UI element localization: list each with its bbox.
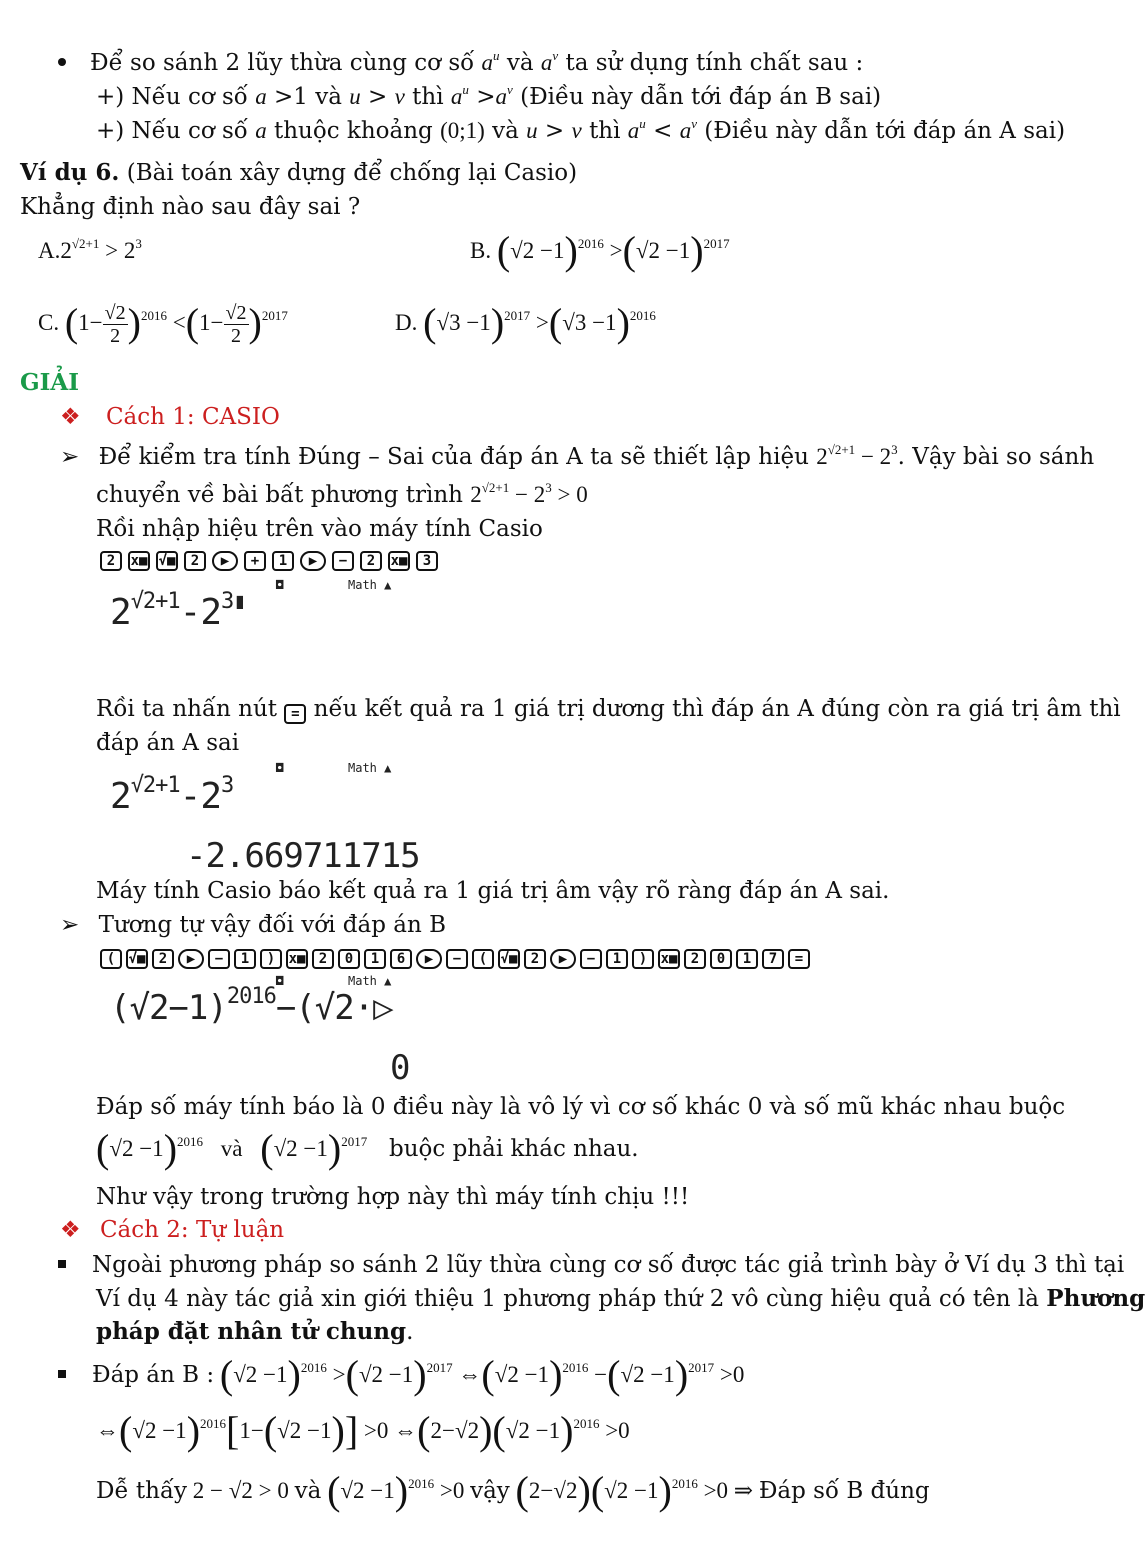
- calculator-key-icon: 2: [152, 949, 174, 969]
- option-b: B. $(√2 -1)^{2016} >(√2 -1)^{2017}$: [470, 228, 730, 273]
- calculator-key-icon: 6: [390, 949, 412, 969]
- calculator-key-icon: 2: [100, 551, 122, 571]
- lcd-expression-b: $(√2-1)^{2016}-(√2\cdot▷$: [110, 984, 393, 1028]
- square-bullet-icon: [58, 1260, 66, 1268]
- lcd-indicator-icon: ◘: [276, 578, 284, 592]
- paragraph-7-end: pháp đặt nhân tử chung.: [96, 1318, 414, 1345]
- arrow-bullet-icon: ➢: [60, 444, 80, 470]
- intro-line-3: +) Nếu cơ số a thuộc khoảng (0;1) và u > v thì $a^u < a^v$ (Điều này dẫn tới đáp án A sai): [96, 116, 1066, 144]
- lcd-mode-label: Math ▲: [348, 761, 392, 775]
- calculator-key-icon: 1: [606, 949, 628, 969]
- keys-sequence-a: [100, 551, 438, 571]
- solution-heading: GIẢI: [20, 369, 80, 396]
- calculator-key-icon: −: [446, 949, 468, 969]
- calculator-key-icon: 0: [338, 949, 360, 969]
- calculator-key-icon: ): [260, 949, 282, 969]
- answer-b-line-3: Dễ thấy 2 − √2 > 0 và $(√2 -1)^{2016} >0$ vậy $(2-√2)(√2 -1)^{2016} >0$ ⇒ Đáp số B đúng: [96, 1468, 930, 1513]
- calculator-key-icon: (: [100, 949, 122, 969]
- calculator-key-icon: 2: [184, 551, 206, 571]
- intro-line-1: Để so sánh 2 lũy thừa cùng cơ số $a^u$ và $a^v$ ta sử dụng tính chất sau :: [58, 48, 863, 78]
- calculator-key-icon: √■: [498, 949, 520, 969]
- calculator-key-icon: 2: [524, 949, 546, 969]
- paragraph-1-cont: chuyển về bài bất phương trình $2^{√2+1} - 2^3 > 0$: [96, 480, 588, 508]
- calculator-key-icon: 2: [360, 551, 382, 571]
- calculator-key-icon: 0: [710, 949, 732, 969]
- paragraph-1: ➢ Để kiểm tra tính Đúng – Sai của đáp án A ta sẽ thiết lập hiệu $2^{√2+1} - 2^3$. Vậy bài so sánh: [60, 442, 1095, 470]
- method-2-heading: ❖ Cách 2: Tự luận: [60, 1217, 285, 1243]
- lcd-mode-label: Math ▲: [348, 974, 392, 988]
- calculator-key-icon: ▶: [550, 949, 576, 969]
- paragraph-7-cont: Ví dụ 4 này tác giả xin giới thiệu 1 phương pháp thứ 2 vô cùng hiệu quả có tên là Phương: [96, 1285, 1145, 1312]
- calculator-key-icon: 1: [736, 949, 758, 969]
- calculator-key-icon: (: [472, 949, 494, 969]
- calculator-key-icon: 7: [762, 949, 784, 969]
- paragraph-1-input: Rồi nhập hiệu trên vào máy tính Casio: [96, 516, 543, 542]
- paragraph-6: Như vậy trong trường hợp này thì máy tính chịu !!!: [96, 1184, 690, 1210]
- option-d: D. $(√3 -1)^{2017} >(√3 -1)^{2016}$: [395, 300, 656, 345]
- paragraph-4: ➢ Tương tự vậy đối với đáp án B: [60, 912, 446, 938]
- paragraph-5: Đáp số máy tính báo là 0 điều này là vô lý vì cơ số khác 0 và số mũ khác nhau buộc: [96, 1094, 1066, 1120]
- calculator-key-icon: 3: [416, 551, 438, 571]
- calculator-key-icon: −: [332, 551, 354, 571]
- paragraph-2: Rồi ta nhấn nút = nếu kết quả ra 1 giá trị dương thì đáp án A đúng còn ra giá trị âm thì: [96, 696, 1121, 722]
- lcd-result-b: 0: [390, 1048, 410, 1088]
- paragraph-5-cont: $(√2 -1)^{2016}$ và $(√2 -1)^{2017}$ buộc phải khác nhau.: [96, 1126, 639, 1171]
- calculator-key-icon: x■: [658, 949, 680, 969]
- calculator-key-icon: −: [208, 949, 230, 969]
- paragraph-2-cont: đáp án A sai: [96, 730, 240, 756]
- intro-line-2: +) Nếu cơ số a >1 và u > v thì $a^u >a^v$ (Điều này dẫn tới đáp án B sai): [96, 82, 882, 110]
- calculator-key-icon: ): [632, 949, 654, 969]
- calculator-key-icon: √■: [156, 551, 178, 571]
- arrow-bullet-icon: ➢: [60, 912, 80, 938]
- answer-b-line-2: ⇔(√2 −1)$^{2016}$[1−(√2 −1)] >0 ⇔(2−√2)(√2 −1)$^{2016}$ >0: [96, 1408, 630, 1453]
- lcd-result-a: -2.669711715: [186, 836, 420, 876]
- lcd-indicator-icon: ◘: [276, 974, 284, 988]
- calculator-key-icon: ▶: [178, 949, 204, 969]
- calculator-key-icon: +: [244, 551, 266, 571]
- lcd-mode-label: Math ▲: [348, 578, 392, 592]
- diamond-bullet-icon: ❖: [60, 404, 81, 430]
- calculator-key-icon: 2: [684, 949, 706, 969]
- diamond-bullet-icon: ❖: [60, 1217, 81, 1243]
- calculator-key-icon: ▶: [212, 551, 238, 571]
- calculator-key-icon: 1: [272, 551, 294, 571]
- calculator-key-icon: x■: [388, 551, 410, 571]
- equals-key-icon: =: [284, 704, 306, 724]
- paragraph-3: Máy tính Casio báo kết quả ra 1 giá trị âm vậy rõ ràng đáp án A sai.: [96, 878, 890, 904]
- calculator-key-icon: x■: [128, 551, 150, 571]
- calculator-key-icon: 1: [364, 949, 386, 969]
- calculator-key-icon: ▶: [416, 949, 442, 969]
- calculator-key-icon: ▶: [300, 551, 326, 571]
- answer-b-line-1: Đáp án B : $(√2 -1)^{2016} >(√2 -1)^{2017}$ ⇔(√2 $-1)^{2016} -(√2 -1)^{2017} >0$: [58, 1360, 744, 1390]
- example-title: Ví dụ 6. (Bài toán xây dựng để chống lại Casio): [20, 159, 578, 186]
- calculator-key-icon: −: [580, 949, 602, 969]
- paragraph-7: Ngoài phương pháp so sánh 2 lũy thừa cùng cơ số được tác giả trình bày ở Ví dụ 3 thì tại: [58, 1250, 1124, 1280]
- lcd-indicator-icon: ◘: [276, 761, 284, 775]
- lcd-expression-a-2: $2^{√2+1}-2^3$: [110, 773, 234, 817]
- keys-sequence-b: [100, 949, 810, 969]
- square-bullet-icon: [58, 1370, 66, 1378]
- option-c: C. (1− $\frac{√2}{2}$ )$^{2016}$ <(1− $\frac{√2}{2}$ )$^{2017}$: [38, 299, 288, 347]
- calculator-key-icon: √■: [126, 949, 148, 969]
- option-a: $A.2^{√2+1} > 2^3$: [38, 236, 142, 263]
- calculator-key-icon: 1: [234, 949, 256, 969]
- method-1-heading: ❖ Cách 1: CASIO: [60, 404, 280, 430]
- bullet-icon: [58, 58, 66, 66]
- lcd-expression-a: $2^{√2+1}-2^{3▮}$: [110, 589, 246, 633]
- example-question: Khẳng định nào sau đây sai ?: [20, 194, 361, 220]
- calculator-key-icon: x■: [286, 949, 308, 969]
- calculator-key-icon: =: [788, 949, 810, 969]
- calculator-key-icon: 2: [312, 949, 334, 969]
